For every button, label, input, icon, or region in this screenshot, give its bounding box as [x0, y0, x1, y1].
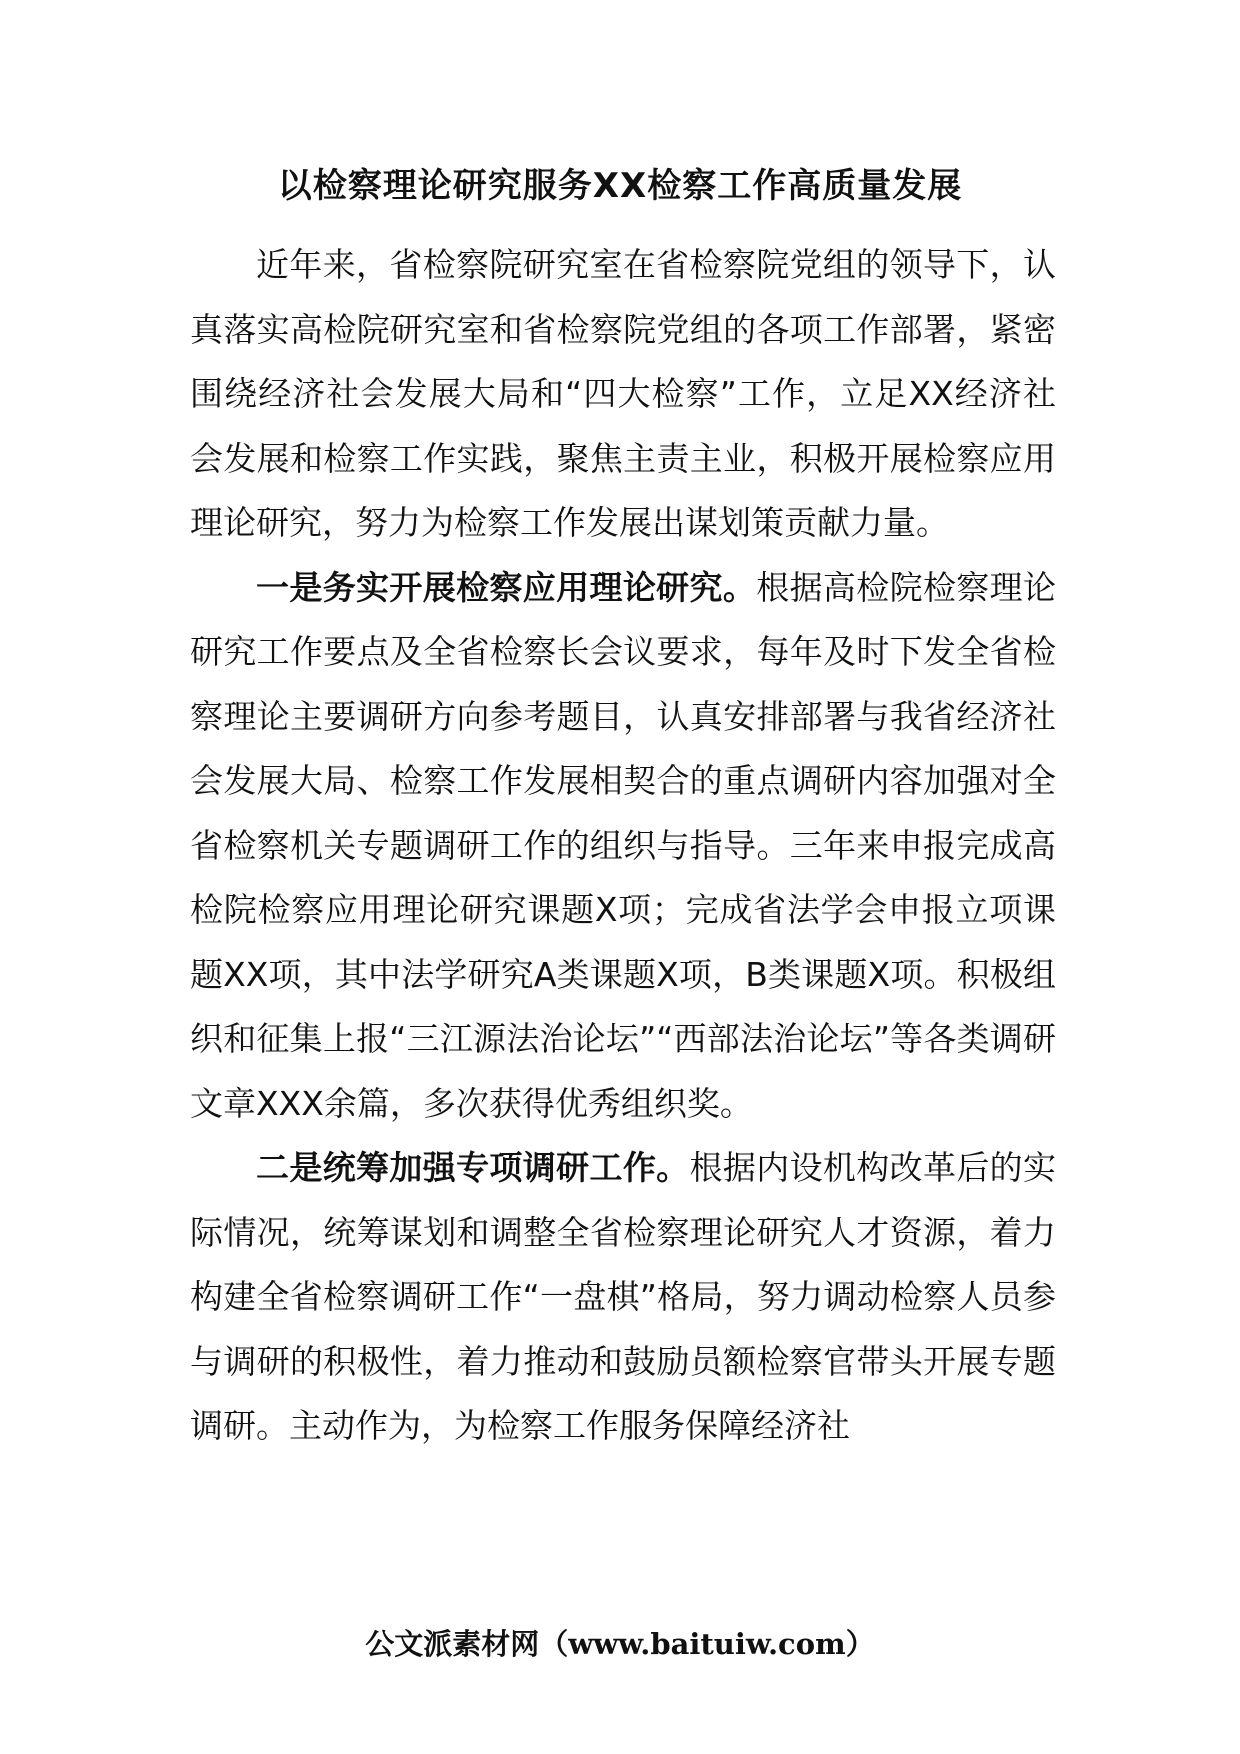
document-body — [190, 233, 1056, 1459]
paragraph-lead: 二是统筹加强专项调研工作。 — [256, 1148, 690, 1187]
paragraph-text: 根据高检院检察理论研究工作要点及全省检察长会议要求，每年及时下发全省检察理论主要调研方向参考题目，认真安排部署与我省经济社会发展大局、检察工作发展相契合的重点调研内容加强对全省检察机关专题调研工作的组织与指导。三年来申报完成高检院检察应用理论研究课题X项；完成省法学会申报立项课题XX项，其中法学研究A类课题X项，B类课题X项。积极组织和征集上报“三江源法治论坛”“西部法治论坛”等各类调研文章XXX余篇，多次获得优秀组织奖。 — [190, 567, 1057, 1123]
paragraph-lead: 一是务实开展检察应用理论研究。 — [256, 567, 757, 607]
paragraph-section-1 — [190, 556, 1056, 1137]
paragraph-text: 根据内设机构改革后的实际情况，统筹谋划和调整全省检察理论研究人才资源，着力构建全省检察调研工作“一盘棋”格局，努力调动检察人员参与调研的积极性，着力推动和鼓励员额检察官带头开展专题调研。主动作为，为检察工作服务保障经济社 — [190, 1148, 1057, 1445]
paragraph-text: 近年来，省检察院研究室在省检察院党组的领导下，认真落实高检院研究室和省检察院党组的各项工作部署，紧密围绕经济社会发展大局和“四大检察”工作，立足XX经济社会发展和检察工作实践，聚焦主责主业，积极开展检察应用理论研究，努力为检察工作发展出谋划策贡献力量。 — [190, 245, 1056, 542]
source-footer: 公文派素材网（www.baituiw.com） — [365, 1627, 875, 1661]
paragraph-section-2 — [190, 1136, 1056, 1459]
document-title: 以检察理论研究服务XX检察工作高质量发展 — [277, 166, 963, 206]
paragraph-intro — [190, 233, 1056, 556]
